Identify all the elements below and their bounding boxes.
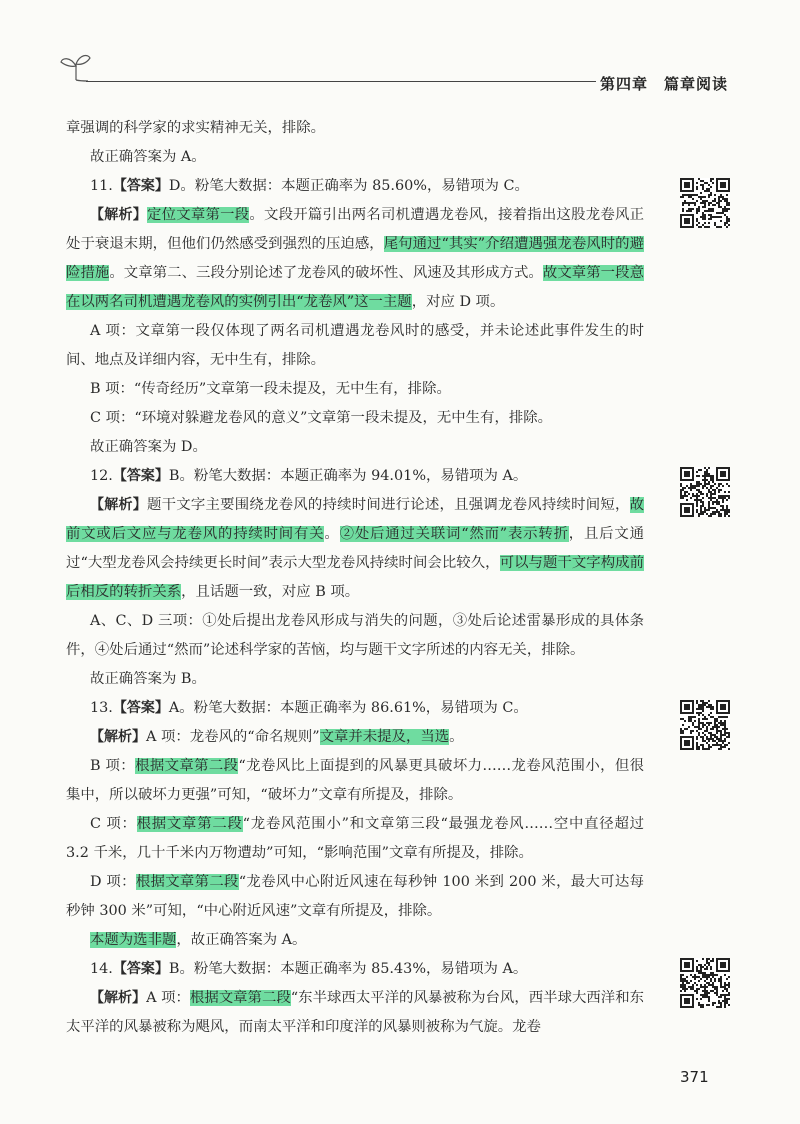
text-run: 题干文字主要围绕龙卷风的持续时间进行论述，且强调龙卷风持续时间短， — [146, 497, 630, 513]
qr-code-icon — [680, 178, 730, 228]
qr-code-q14[interactable] — [680, 958, 730, 1008]
paragraph — [66, 114, 644, 143]
paragraph — [66, 491, 644, 607]
text-run: A。粉笔大数据：本题正确率为 86.61%，易错项为 C。 — [168, 700, 528, 716]
text-run: 故正确答案为 A。 — [90, 149, 206, 165]
text-run: C 项：“环境对躲避龙卷风的意义”文章第一段未提及，无中生有，排除。 — [90, 410, 553, 426]
section-label: 【解析】 — [90, 207, 147, 223]
paragraph — [66, 665, 644, 694]
header-rule — [86, 81, 596, 82]
text-run: 故正确答案为 D。 — [90, 439, 207, 455]
qr-code-icon — [680, 958, 730, 1008]
paragraph — [66, 201, 644, 317]
paragraph — [66, 752, 644, 810]
paragraph — [66, 143, 644, 172]
paragraph — [66, 462, 644, 491]
text-run: B。粉笔大数据：本题正确率为 85.43%，易错项为 A。 — [168, 961, 528, 977]
text-run: “龙卷风范围小”和文章第三段“最强龙卷风……空中直径超过 3.2 千米，几十千米内万物遭劫”可知，“影响范围”文章有所提及，排除。 — [66, 816, 644, 861]
qr-code-q12[interactable] — [680, 467, 730, 517]
section-label: 【解析】 — [90, 990, 147, 1006]
paragraph — [66, 723, 644, 752]
text-run: A 项： — [146, 990, 190, 1006]
qr-code-icon — [680, 700, 730, 750]
text-run: B。粉笔大数据：本题正确率为 94.01%，易错项为 A。 — [168, 468, 528, 484]
text-run: B 项：“传奇经历”文章第一段未提及，无中生有，排除。 — [90, 381, 451, 397]
text-run: 。 — [449, 729, 464, 745]
highlighted-text: 根据文章第二段 — [135, 758, 239, 774]
section-label: 【答案】 — [112, 700, 169, 716]
section-label: 【答案】 — [112, 178, 169, 194]
qr-code-icon — [680, 467, 730, 517]
text-run: A 项：文章第一段仅体现了两名司机遭遇龙卷风时的感受，并未论述此事件发生的时间、地点及详细内容，无中生有，排除。 — [66, 323, 644, 368]
paragraph — [66, 375, 644, 404]
text-run: 11. — [90, 178, 113, 194]
text-run: “龙卷风比上面提到的风暴更具破坏力……龙卷风范围小，但很集中，所以破坏力更强”可知，“破坏力”文章有所提及，排除。 — [66, 758, 644, 803]
highlighted-text: 定位文章第一段 — [146, 207, 250, 223]
highlighted-text: 可以与题干文字构成前后相反的转折关系 — [66, 555, 644, 600]
chapter-number: 第四章 — [600, 75, 649, 93]
text-run: 故正确答案为 B。 — [90, 671, 206, 687]
section-label: 【解析】 — [90, 729, 146, 745]
section-label: 【答案】 — [112, 468, 169, 484]
paragraph — [66, 955, 644, 984]
page-number: 371 — [680, 1068, 709, 1086]
highlighted-text: 文章并未提及，当选 — [319, 729, 450, 745]
paragraph — [66, 984, 644, 1042]
paragraph — [66, 172, 644, 201]
section-label: 【答案】 — [112, 961, 169, 977]
section-name: 篇章阅读 — [664, 75, 729, 93]
section-label: 【解析】 — [90, 497, 147, 513]
highlighted-text: ②处后通过关联词“然而”表示转折 — [339, 526, 569, 542]
paragraph — [66, 607, 644, 665]
text-run: 章强调的科学家的求实精神无关，排除。 — [66, 120, 326, 136]
paragraph — [66, 317, 644, 375]
text-run: 13. — [90, 700, 113, 716]
text-run: 。文章第二、三段分别论述了龙卷风的破坏性、风速及其形成方式。 — [109, 265, 543, 281]
chapter-title — [600, 73, 744, 94]
text-run: “东半球西太平洋的风暴被称为台风，西半球大西洋和东太平洋的风暴被称为飓风，而南太平洋和印度洋的风暴则被称为气旋。龙卷 — [66, 990, 645, 1035]
highlighted-text: 根据文章第二段 — [135, 874, 239, 890]
paragraph — [66, 404, 644, 433]
paragraph — [66, 926, 644, 955]
highlighted-text: 本题为选非题 — [90, 932, 177, 948]
highlighted-text: 根据文章第二段 — [189, 990, 291, 1006]
page-header — [0, 0, 800, 100]
highlighted-text: 尾句通过“其实”介绍遭遇强龙卷风时的避险措施 — [66, 236, 644, 281]
text-run: “龙卷风中心附近风速在每秒钟 100 米到 200 米，最大可达每秒钟 300 米”可知，“中心附近风速”文章有所提及，排除。 — [66, 874, 644, 919]
text-run: C 项： — [90, 816, 137, 832]
text-run: B 项： — [90, 758, 136, 774]
paragraph — [66, 868, 644, 926]
text-run: D 项： — [90, 874, 136, 890]
text-run: D。粉笔大数据：本题正确率为 85.60%，易错项为 C。 — [168, 178, 529, 194]
text-run: ，对应 D 项。 — [411, 294, 505, 310]
paragraph — [66, 694, 644, 723]
text-run: ，故正确答案为 A。 — [176, 932, 307, 948]
sprout-icon — [56, 50, 96, 82]
text-run: ，且话题一致，对应 B 项。 — [181, 584, 360, 600]
text-run: 。 — [324, 526, 340, 542]
main-text — [66, 114, 644, 1042]
text-run: ，且后文通过“大型龙卷风会持续更长时间”表示大型龙卷风持续时间会比较久， — [66, 526, 644, 571]
highlighted-text: 故前文或后文应与龙卷风的持续时间有关 — [66, 497, 645, 542]
paragraph — [66, 810, 644, 868]
text-run: 。文段开篇引出两名司机遭遇龙卷风，接着指出这股龙卷风正处于衰退末期，但他们仍然感受到强烈的压迫感， — [66, 207, 644, 252]
text-run: A 项：龙卷风的“命名规则” — [146, 729, 320, 745]
qr-code-q13[interactable] — [680, 700, 730, 750]
text-run: 14. — [90, 961, 113, 977]
paragraph — [66, 433, 644, 462]
qr-code-q11[interactable] — [680, 178, 730, 228]
text-run: A、C、D 三项：①处后提出龙卷风形成与消失的问题，③处后论述雷暴形成的具体条件，④处后通过“然而”论述科学家的苦恼，均与题干文字所述的内容无关，排除。 — [66, 613, 644, 658]
text-run: 12. — [90, 468, 113, 484]
highlighted-text: 根据文章第二段 — [136, 816, 243, 832]
highlighted-text: 故文章第一段意在以两名司机遭遇龙卷风的实例引出“龙卷风”这一主题 — [66, 265, 644, 310]
